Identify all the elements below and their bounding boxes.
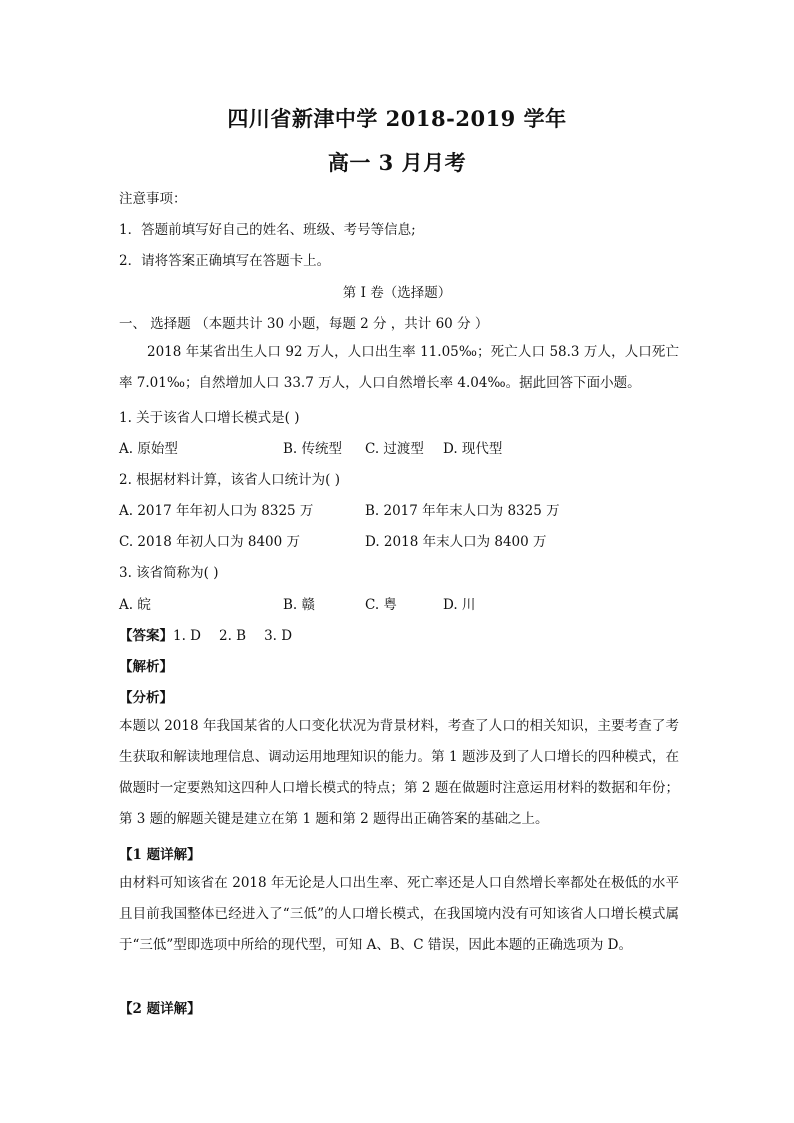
answer-line — [119, 624, 310, 644]
material-paragraph: 2018 年某省出生人口 92 万人，人口出生率 11.05‰；死亡人口 58.3 万人，人口死亡率 7.01‰；自然增加人口 33.7 万人，人口自然增长率 4.04‰。据此回答下面小题。 — [119, 344, 679, 391]
question-1-option-c: C. 过渡型 — [365, 441, 424, 457]
question-1-stem: 1. 关于该省人口增长模式是( ) — [119, 410, 300, 426]
question-1-option-b: B. 传统型 — [283, 441, 343, 457]
question-2-option-a: A. 2017 年年初人口为 8325 万 — [119, 503, 314, 519]
exam-subtitle: 高一 3 月月考 — [327, 150, 467, 175]
question-3-option-d: D. 川 — [443, 597, 476, 613]
question-1-option-a: A. 原始型 — [119, 441, 178, 457]
detail-1-label: 【1 题详解】 — [119, 847, 201, 863]
question-3-stem: 3. 该省简称为( ) — [119, 565, 219, 581]
question-2-option-d: D. 2018 年末人口为 8400 万 — [365, 534, 547, 550]
question-3-option-b: B. 赣 — [283, 597, 316, 613]
part-heading: 一、 选择题 （本题共计 30 小题，每题 2 分 ，共计 60 分 ） — [119, 316, 489, 332]
question-1-option-d: D. 现代型 — [443, 441, 503, 457]
question-3-option-a: A. 皖 — [119, 597, 151, 613]
volume-label: 第 I 卷（选择题） — [342, 285, 452, 301]
fenxi-paragraph: 本题以 2018 年我国某省的人口变化状况为背景材料，考查了人口的相关知识，主要考查了考生获取和解读地理信息、调动运用地理知识的能力。第 1 题涉及到了人口增长的四种模式，在做题时一定要熟知这四种人口增长模式的特点；第 2 题在做题时注意运用材料的数据和年份；第 3 题的解题关键是建立在第 1 题和第 2 题得出正确答案的基础之上。 — [119, 718, 679, 827]
answer-label: 【答案】 — [119, 628, 173, 644]
question-2-option-b: B. 2017 年年末人口为 8325 万 — [365, 503, 560, 519]
notice-item-1: 1．答题前填写好自己的姓名、班级、考号等信息; — [119, 222, 416, 238]
fenxi-label: 【分析】 — [119, 690, 173, 706]
answer-item-2: 2. B — [219, 628, 247, 644]
analysis-label: 【解析】 — [119, 659, 173, 675]
detail-1-paragraph: 由材料可知该省在 2018 年无论是人口出生率、死亡率还是人口自然增长率都处在极低的水平且目前我国整体已经进入了“三低”的人口增长模式，在我国境内没有可知该省人口增长模式属于“三低”型即选项中所给的现代型，可知 A、B、C 错误，因此本题的正确选项为 D。 — [119, 875, 679, 953]
notice-item-2: 2．请将答案正确填写在答题卡上。 — [119, 253, 331, 269]
answer-item-3: 3. D — [264, 628, 293, 644]
detail-2-label: 【2 题详解】 — [119, 1001, 201, 1017]
question-2-stem: 2. 根据材料计算，该省人口统计为( ) — [119, 472, 340, 488]
exam-title: 四川省新津中学 2018-2019 学年 — [227, 106, 567, 131]
answer-item-1: 1. D — [173, 628, 201, 644]
question-3-option-c: C. 粤 — [365, 597, 397, 613]
notice-heading: 注意事项： — [119, 191, 187, 207]
question-2-option-c: C. 2018 年初人口为 8400 万 — [119, 534, 301, 550]
